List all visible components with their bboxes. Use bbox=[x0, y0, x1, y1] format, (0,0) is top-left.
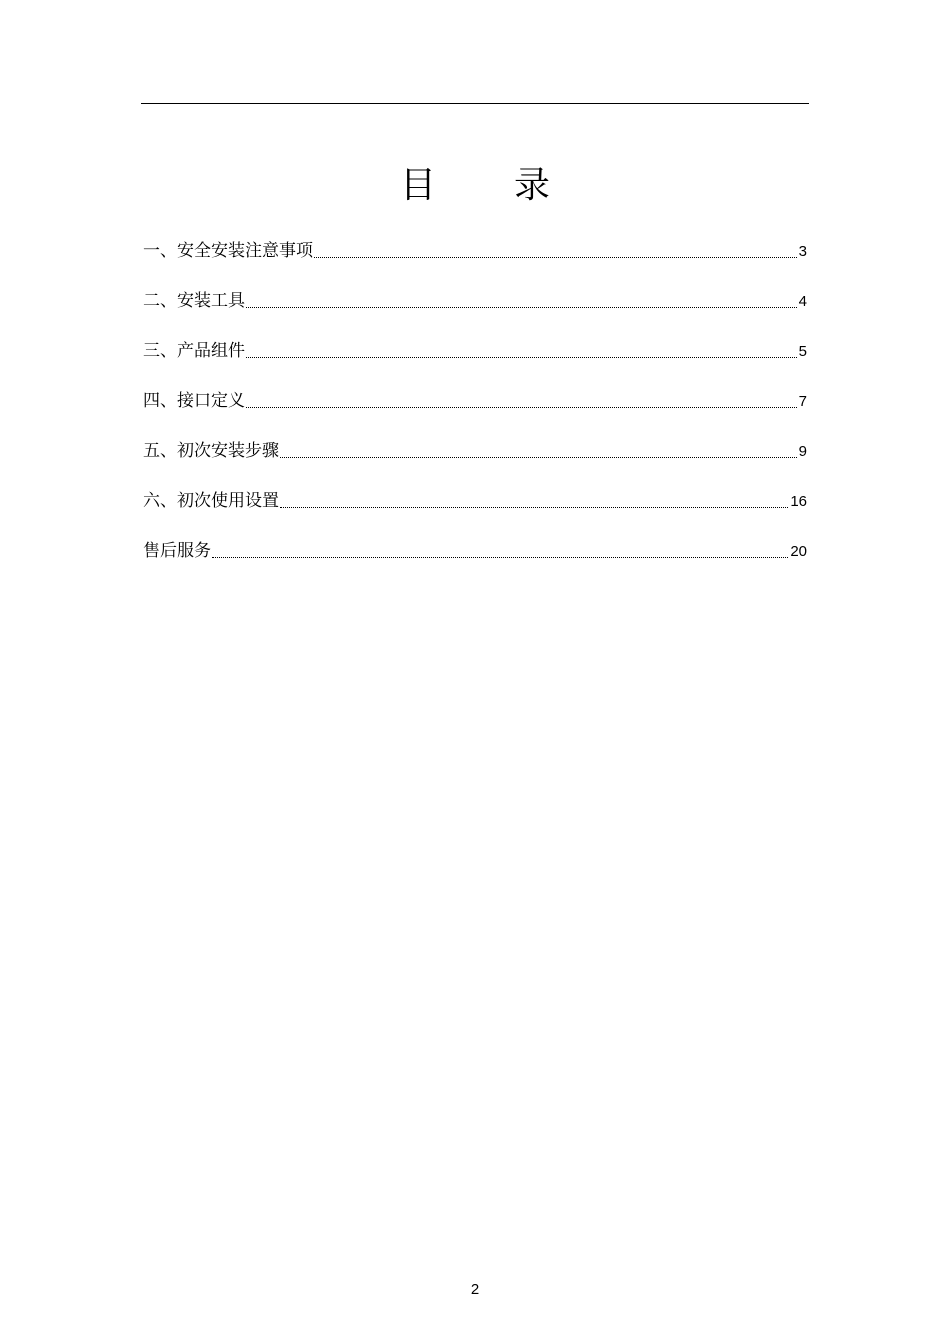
toc-dot-leader bbox=[246, 307, 797, 308]
toc-entry-page: 4 bbox=[798, 293, 807, 310]
toc-dot-leader bbox=[280, 457, 797, 458]
toc-title-left: 目 bbox=[399, 165, 436, 206]
page-number: 2 bbox=[470, 1281, 480, 1298]
toc-entry-after-sales[interactable] bbox=[143, 538, 807, 564]
toc-entry-page: 3 bbox=[798, 243, 807, 260]
toc-title-right: 录 bbox=[514, 165, 551, 206]
toc-entry-label: 二、安装工具 bbox=[143, 291, 245, 311]
toc-entry-install-steps[interactable] bbox=[143, 438, 807, 464]
toc-entry-components[interactable] bbox=[143, 338, 807, 364]
toc-entry-label: 六、初次使用设置 bbox=[143, 491, 279, 511]
toc-entry-page: 7 bbox=[798, 393, 807, 410]
toc-entry-page: 5 bbox=[798, 343, 807, 360]
toc-list bbox=[143, 238, 807, 588]
toc-entry-page: 16 bbox=[790, 493, 807, 510]
toc-dot-leader bbox=[212, 557, 788, 558]
header-rule bbox=[141, 103, 809, 104]
toc-entry-page: 9 bbox=[798, 443, 807, 460]
toc-entry-label: 售后服务 bbox=[143, 541, 211, 561]
toc-title bbox=[0, 160, 950, 212]
toc-entry-label: 五、初次安装步骤 bbox=[143, 441, 279, 461]
toc-entry-tools[interactable] bbox=[143, 288, 807, 314]
toc-dot-leader bbox=[280, 507, 788, 508]
toc-entry-first-use-setup[interactable] bbox=[143, 488, 807, 514]
toc-entry-label: 三、产品组件 bbox=[143, 341, 245, 361]
toc-entry-label: 一、安全安装注意事项 bbox=[143, 241, 313, 261]
toc-entry-page: 20 bbox=[790, 543, 807, 560]
toc-entry-label: 四、接口定义 bbox=[143, 391, 245, 411]
toc-dot-leader bbox=[314, 257, 797, 258]
toc-entry-safety[interactable] bbox=[143, 238, 807, 264]
toc-dot-leader bbox=[246, 357, 797, 358]
toc-dot-leader bbox=[246, 407, 797, 408]
toc-entry-interfaces[interactable] bbox=[143, 388, 807, 414]
